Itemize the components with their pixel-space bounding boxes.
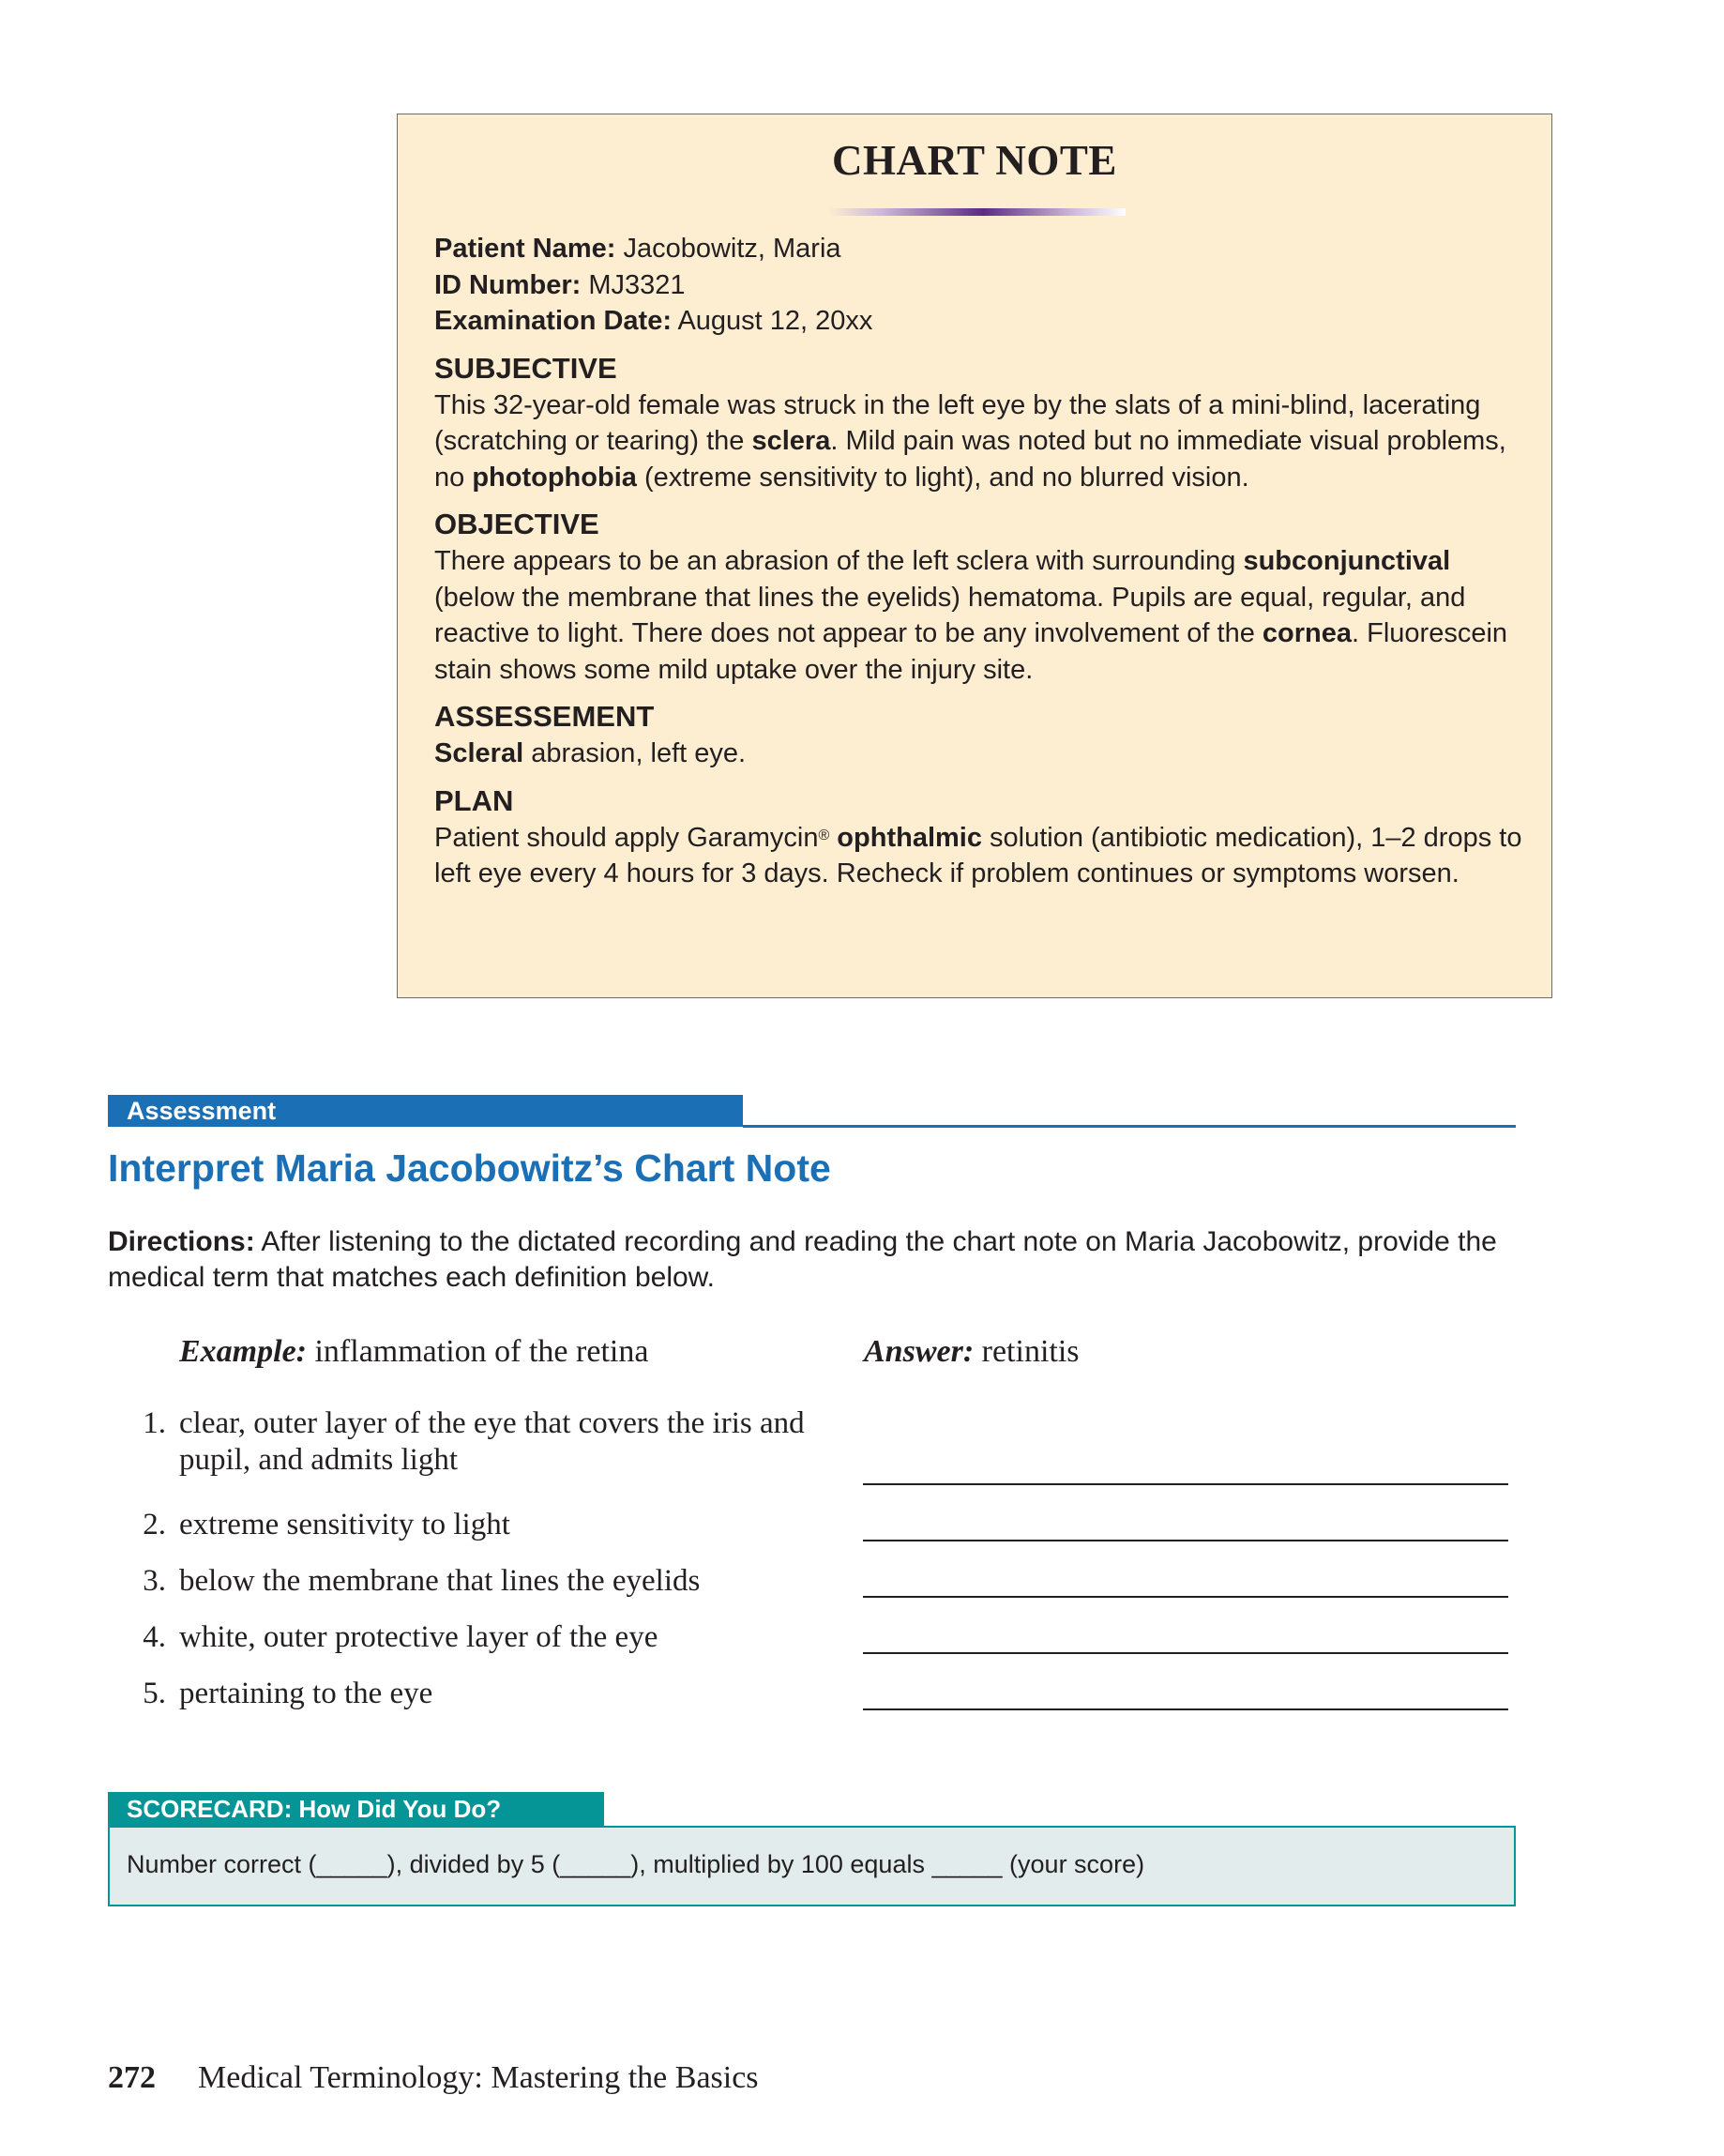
subjective-text: This 32-year-old female was struck in the left eye by the slats of a mini-blind, lacerating (scratching or tearing) the sclera. Mild pain was noted but no immediate visual problems, no photophobia (extreme sensitivity to light), and no blurred vision.	[434, 389, 1506, 493]
term-subconjunctival: subconjunctival	[1243, 546, 1451, 576]
id-number-label: ID Number:	[434, 269, 582, 300]
title-divider	[828, 208, 1126, 216]
question-number: 1.	[143, 1406, 166, 1440]
chart-note-body	[434, 231, 1532, 892]
term-sclera: sclera	[751, 426, 831, 456]
question-text: below the membrane that lines the eyelids	[179, 1564, 701, 1598]
question-text: pertaining to the eye	[179, 1677, 433, 1710]
question-number: 2.	[143, 1508, 166, 1541]
book-title: Medical Terminology: Mastering the Basics	[198, 2060, 759, 2095]
id-number-value: MJ3321	[581, 269, 686, 300]
term-photophobia: photophobia	[472, 462, 637, 493]
question-number: 3.	[143, 1564, 166, 1598]
chart-note-title: CHART NOTE	[832, 137, 1117, 184]
patient-name-line	[434, 231, 1532, 267]
answer-blank[interactable]	[863, 1708, 1508, 1710]
assessment-rule	[743, 1125, 1516, 1128]
plan-heading: PLAN	[434, 783, 514, 817]
scorecard-box	[108, 1826, 1516, 1906]
id-number-line	[434, 267, 1532, 304]
objective-text: There appears to be an abrasion of the left sclera with surrounding subconjunctival (below the membrane that lines the eyelids) hematoma. Pupils are equal, regular, and reactive to light. There does not appear to be any involvement of the cornea. Fluorescein stain shows some mild uptake over the injury site.	[434, 546, 1508, 685]
assessment-title: Interpret Maria Jacobowitz’s Chart Note	[108, 1146, 831, 1190]
registered-mark: ®	[818, 827, 830, 843]
directions	[108, 1224, 1524, 1296]
assessment-tab: Assessment	[108, 1095, 743, 1127]
answer-label: Answer:	[864, 1334, 975, 1369]
answer-blank[interactable]	[863, 1483, 1508, 1485]
scorecard-text: Number correct (_____), divided by 5 (_____), multiplied by 100 equals _____ (your score)	[127, 1850, 1145, 1878]
patient-name-label: Patient Name:	[434, 234, 616, 264]
question-text: clear, outer layer of the eye that covers the iris and pupil, and admits light	[179, 1406, 805, 1477]
patient-name-value: Jacobowitz, Maria	[615, 234, 841, 264]
question-number: 4.	[143, 1620, 166, 1654]
directions-label: Directions:	[108, 1226, 255, 1257]
exam-date-label: Examination Date:	[434, 306, 672, 336]
answer-blank[interactable]	[863, 1596, 1508, 1598]
question-text: extreme sensitivity to light	[179, 1508, 510, 1541]
example-label: Example:	[179, 1334, 307, 1369]
objective-heading: OBJECTIVE	[434, 508, 599, 540]
question-number: 5.	[143, 1677, 166, 1710]
page-number: 272	[108, 2060, 156, 2095]
answer-blank[interactable]	[863, 1652, 1508, 1654]
term-scleral: Scleral	[434, 738, 524, 768]
plan-text: Patient should apply Garamycin® ophthalmic solution (antibiotic medication), 1–2 drops to left eye every 4 hours for 3 days. Recheck if problem continues or symptoms worsen.	[434, 822, 1522, 888]
exam-date-line	[434, 303, 1532, 340]
answer-text: retinitis	[974, 1334, 1080, 1369]
exam-date-value: August 12, 20xx	[672, 306, 873, 336]
subjective-heading: SUBJECTIVE	[434, 351, 617, 385]
example-answer	[864, 1334, 1080, 1370]
assessement-text: Scleral abrasion, left eye.	[434, 738, 747, 768]
question-text: white, outer protective layer of the eye	[179, 1620, 658, 1654]
scorecard-tab: SCORECARD: How Did You Do?	[108, 1792, 604, 1826]
chart-note-box	[397, 114, 1552, 998]
term-ophthalmic: ophthalmic	[829, 822, 982, 853]
example	[179, 1334, 648, 1370]
assessement-heading: ASSESSEMENT	[434, 700, 655, 733]
term-cornea: cornea	[1262, 618, 1353, 648]
directions-text: After listening to the dictated recording and reading the chart note on Maria Jacobowitz, provide the medical term that matches each definition below.	[108, 1226, 1497, 1293]
answer-blank[interactable]	[863, 1540, 1508, 1541]
example-text: inflammation of the retina	[306, 1334, 649, 1369]
